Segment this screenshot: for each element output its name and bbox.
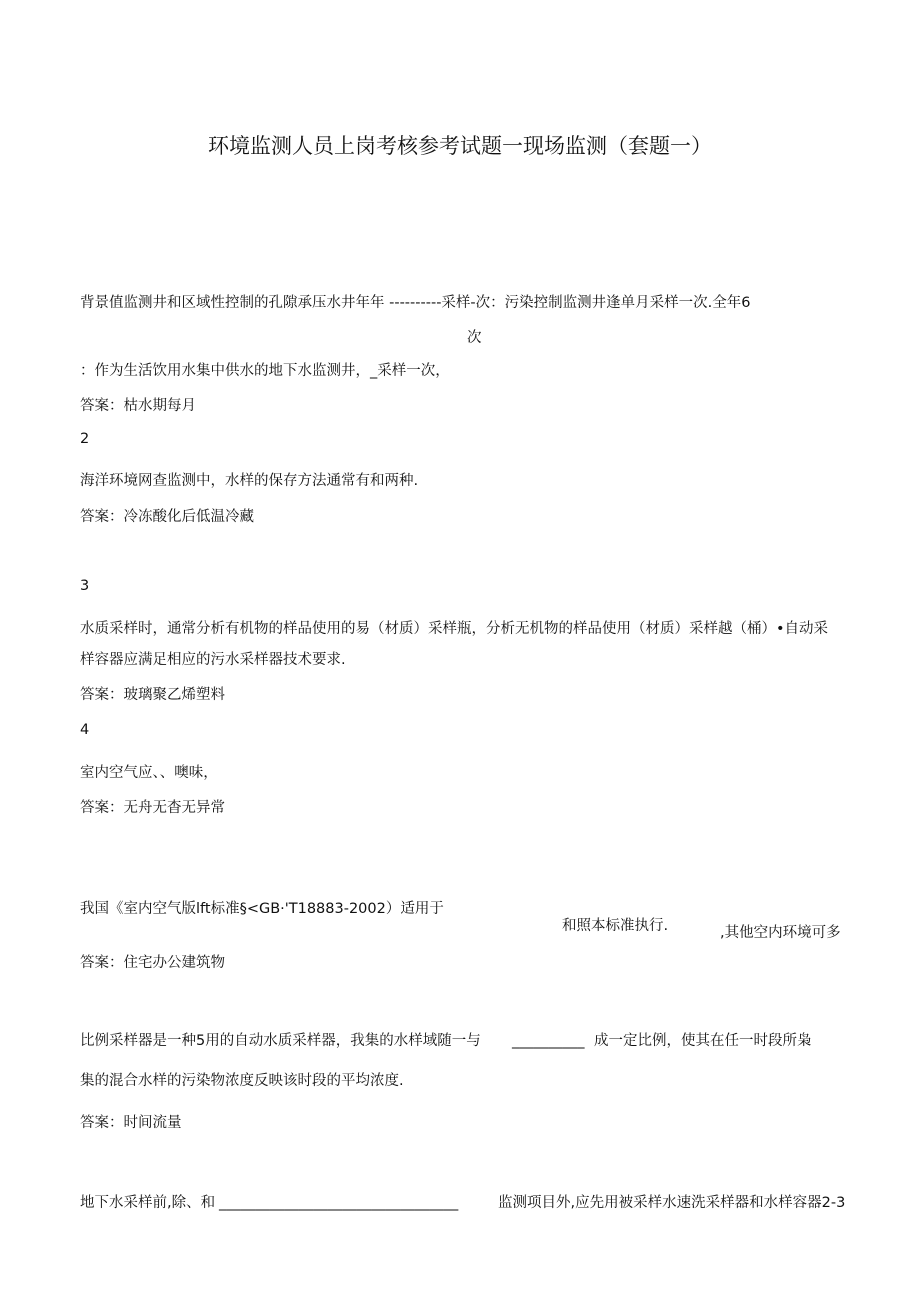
q2-number: 2 [80,431,90,447]
q4-number: 4 [80,722,90,738]
q6-line2: 集的混合水样的污染物浓度反映该时段的平均浓度. [80,1073,404,1089]
q1-line2: ：作为生活饮用水集中供水的地下水监测井，_采样一次， [80,363,450,379]
q1-answer: 答案：枯水期每月 [80,398,196,414]
q1-line1: 背景值监测井和区域性控制的孔隙承压水井年年 ----------采样-次：污染控制监测井逢单月采样一次.全年6 [80,295,751,311]
q4-text: 室内空气应、、噢味， [80,765,218,781]
q3-number: 3 [80,578,90,594]
q5-part2: 和照本标准执行. [562,918,669,934]
q5-answer: 答案：住宅办公建筑物 [80,955,225,971]
q6-line1-b: 成一定比例，使其在任一时段所枭 [594,1033,812,1049]
q6-line1-a: 比例采样器是一种5用的自动水质采样器，我集的水样域随一与 [80,1033,481,1049]
q6-blank: __________ [512,1033,585,1049]
q3-answer: 答案：玻璃聚乙烯塑料 [80,687,225,703]
q2-text: 海洋环境网查监测中，水样的保存方法通常有和两种. [80,473,419,489]
q1-line1-continuation: 次 [467,330,482,346]
q3-line2: 样容器应满足相应的污水采样器技术要求. [80,652,346,668]
q3-line1: 水质采样时，通常分析有机物的样品使用的易（材质）采样瓶，分析无机物的样品使用（材质）采样越（桶）•自动采 [80,621,829,637]
page-title: 环境监测人员上岗考核参考试题一现场监测（套题一） [208,134,712,158]
q7-part2: 监测项目外,应先用被采样水速洗采样器和水样容器2-3 [498,1195,846,1211]
q6-answer: 答案：时间流量 [80,1115,182,1131]
q2-answer: 答案：冷冻酸化后低温冷藏 [80,509,254,525]
q7-part1: 地下水采样前,除、和 [80,1195,216,1211]
q7-blank: _________________________________ [219,1195,459,1211]
q5-part3: ,其他空内环境可多 [720,925,841,941]
q4-answer: 答案：无舟无杳无异常 [80,800,225,816]
q5-part1: 我国《室内空气版lft标准§<GB·'T18883-2002）适用于 [80,901,444,917]
